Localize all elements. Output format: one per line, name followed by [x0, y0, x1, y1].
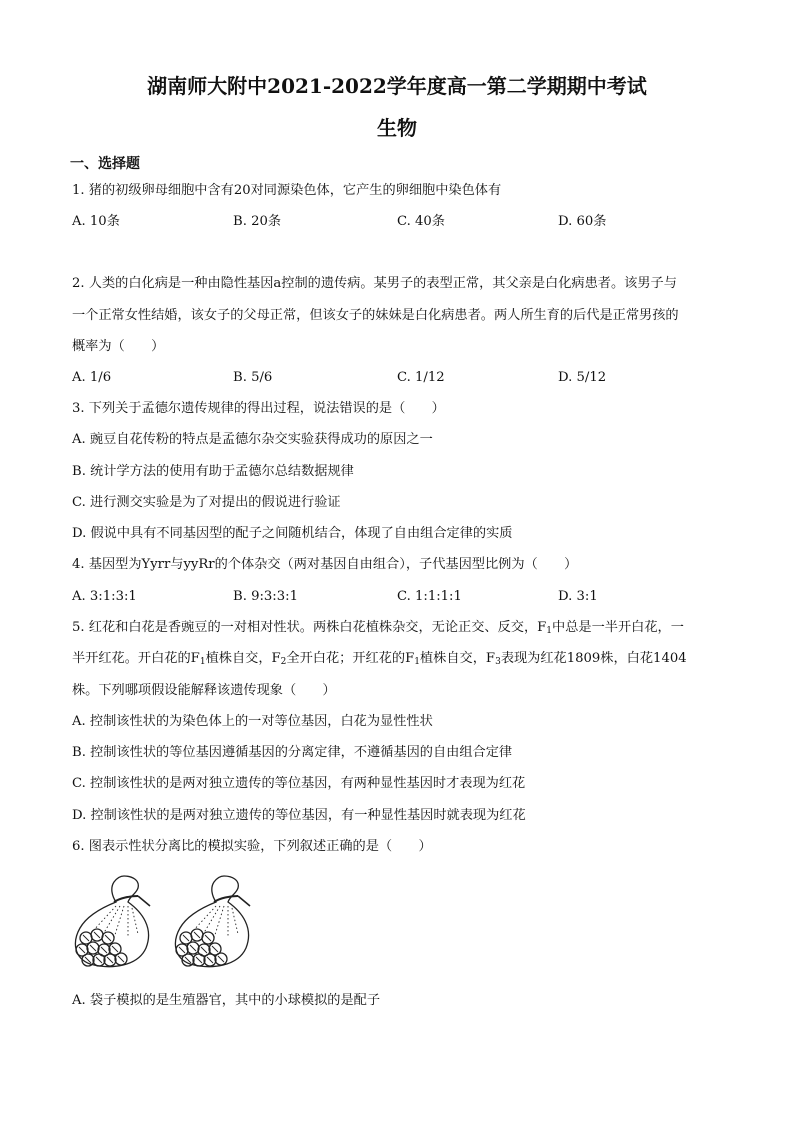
- q2-option-d: D. 5/12: [558, 370, 607, 385]
- q2-stem-line3: 概率为（ ）: [72, 339, 165, 354]
- q4-option-b: B. 9:3:3:1: [233, 589, 298, 604]
- q2-option-a: A. 1/6: [72, 370, 112, 385]
- q5-stem-line3: 株。下列哪项假设能解释该遗传现象（ ）: [72, 683, 336, 698]
- q3-stem: 3. 下列关于孟德尔遗传规律的得出过程，说法错误的是（ ）: [72, 401, 445, 416]
- q5-option-a: A. 控制该性状的为染色体上的一对等位基因，白花为显性性状: [72, 714, 433, 729]
- q6-option-a: A. 袋子模拟的是生殖器官，其中的小球模拟的是配子: [72, 993, 381, 1008]
- q4-option-d: D. 3:1: [558, 589, 598, 604]
- q1-option-a: A. 10条: [72, 214, 120, 229]
- q4-option-a: A. 3:1:3:1: [72, 589, 137, 604]
- bag-illustration-right: [172, 872, 262, 972]
- q6-stem: 6. 图表示性状分离比的模拟实验，下列叙述正确的是（ ）: [72, 839, 432, 854]
- q3-option-c: C. 进行测交实验是为了对提出的假说进行验证: [72, 495, 341, 510]
- q1-option-b: B. 20条: [233, 214, 282, 229]
- section-heading: 一、选择题: [70, 156, 140, 172]
- q2-option-c: C. 1/12: [397, 370, 445, 385]
- q3-option-a: A. 豌豆自花传粉的特点是孟德尔杂交实验获得成功的原因之一: [72, 432, 433, 447]
- q5-stem-line1: 5. 红花和白花是香豌豆的一对相对性状。两株白花植株杂交，无论正交、反交，$F_1$中总是一半开白花，一: [72, 620, 684, 636]
- exam-subtitle: 生物: [377, 116, 417, 140]
- bag-illustration-left: [72, 872, 162, 972]
- exam-title: 湖南师大附中2021-2022学年度高一第二学期期中考试: [147, 74, 647, 98]
- q2-stem-line2: 一个正常女性结婚，该女子的父母正常，但该女子的妹妹是白化病患者。两人所生育的后代是正常男孩的: [72, 308, 679, 323]
- q2-option-b: B. 5/6: [233, 370, 273, 385]
- q4-stem: 4. 基因型为Yyrr与yyRr的个体杂交（两对基因自由组合），子代基因型比例为（ ）: [72, 557, 578, 572]
- q1-option-c: C. 40条: [397, 214, 445, 229]
- q1-option-d: D. 60条: [558, 214, 607, 229]
- q4-option-c: C. 1:1:1:1: [397, 589, 462, 604]
- q3-option-d: D. 假说中具有不同基因型的配子之间随机结合，体现了自由组合定律的实质: [72, 526, 513, 541]
- q5-option-b: B. 控制该性状的等位基因遵循基因的分离定律，不遵循基因的自由组合定律: [72, 745, 513, 760]
- q5-option-d: D. 控制该性状的是两对独立遗传的等位基因，有一种显性基因时就表现为红花: [72, 808, 526, 823]
- q3-option-b: B. 统计学方法的使用有助于孟德尔总结数据规律: [72, 464, 354, 479]
- q2-stem-line1: 2. 人类的白化病是一种由隐性基因a控制的遗传病。某男子的表型正常，其父亲是白化病患者。该男子与: [72, 276, 677, 291]
- q5-option-c: C. 控制该性状的是两对独立遗传的等位基因，有两种显性基因时才表现为红花: [72, 776, 526, 791]
- q5-stem-line2: 半开红花。开白花的$F_1$植株自交，$F_2$全开白花；开红花的$F_1$植株自交，$F_3$表现为红花1809株，白花1404: [72, 651, 687, 667]
- q1-stem: 1. 猪的初级卵母细胞中含有20对同源染色体，它产生的卵细胞中染色体有: [72, 183, 502, 198]
